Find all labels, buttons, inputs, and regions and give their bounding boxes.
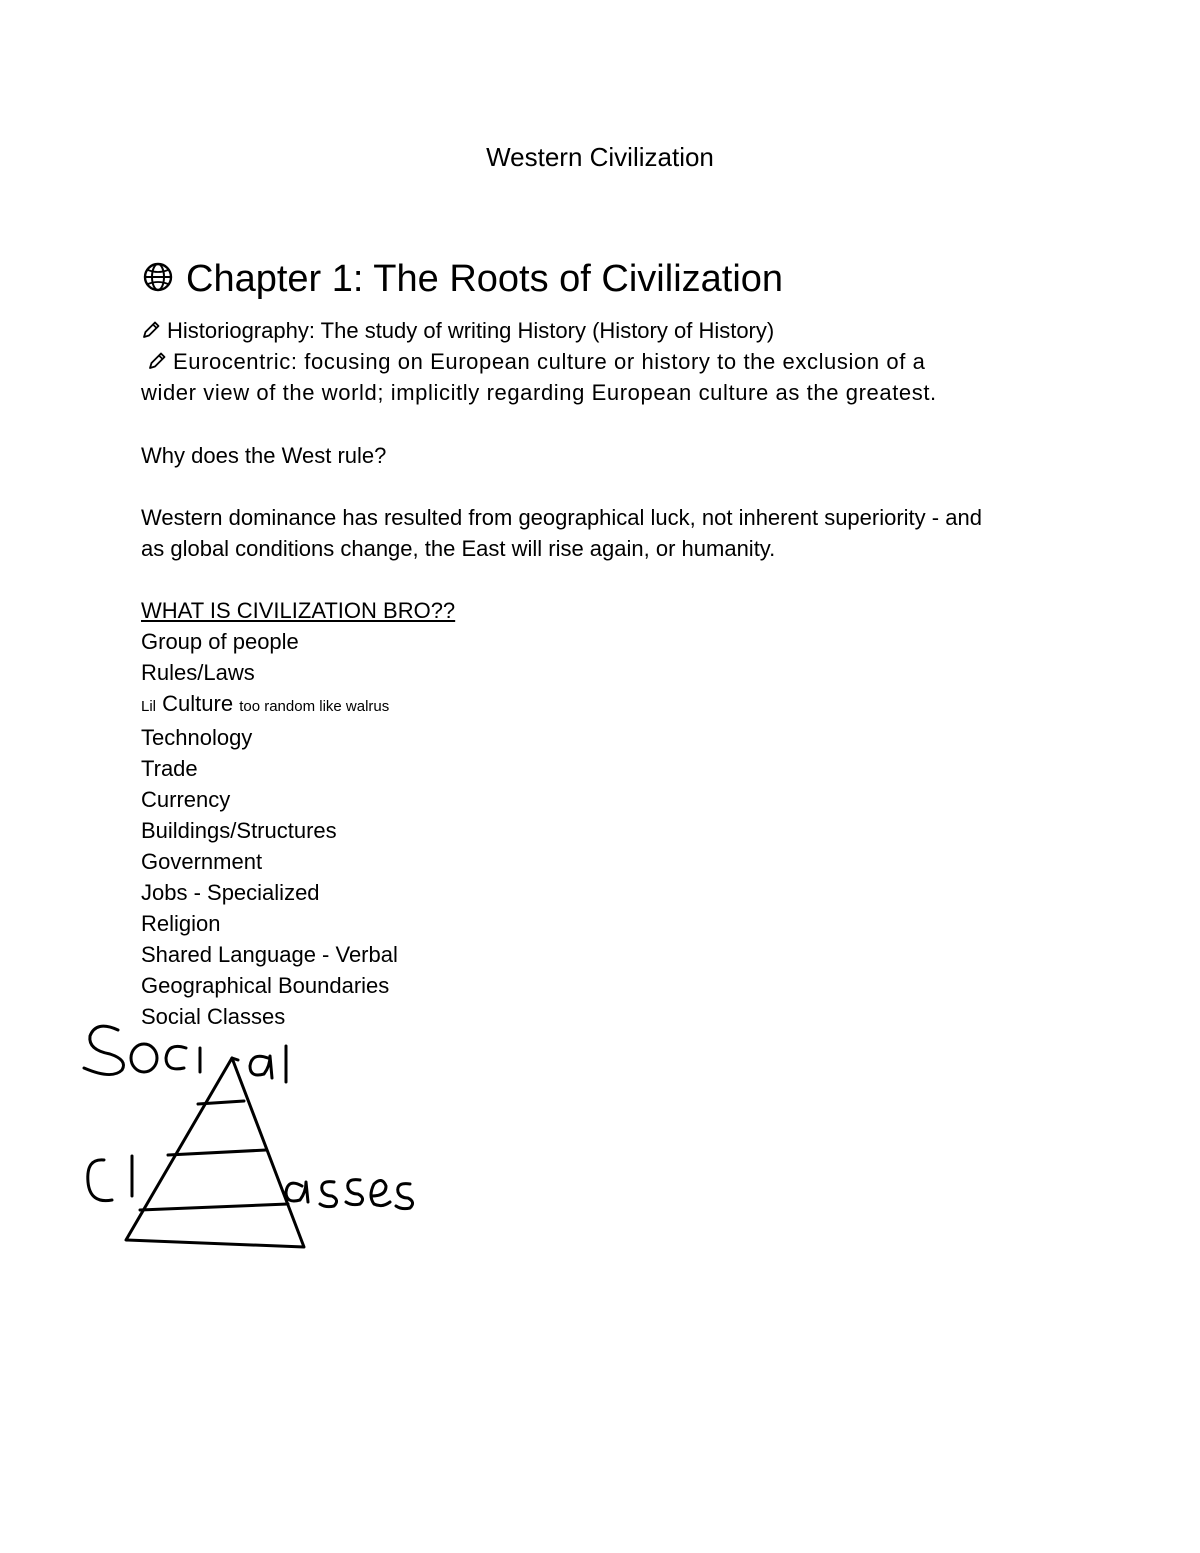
list-item-note: too random like walrus [239,698,390,715]
pyramid-tier [140,1204,288,1210]
pyramid-tier [198,1101,244,1104]
answer-line: as global conditions change, the East will rise again, or humanity. [141,536,776,561]
handwriting-stroke [84,1026,124,1074]
list-item: Buildings/Structures [141,818,337,843]
list-item: Currency [141,787,231,812]
list-item: Social Classes [141,1004,286,1029]
list-item: Jobs - Specialized [141,880,320,905]
chapter-title: Chapter 1: The Roots of Civilization [186,258,784,300]
pyramid-tier [168,1150,266,1155]
list-item-main: Culture [162,691,234,716]
definition-text: Eurocentric: focusing on European culture or history to the exclusion of a [173,349,926,374]
list-item: Trade [141,756,198,781]
list-item: Shared Language - Verbal [141,942,398,967]
list-item: Technology [141,725,253,750]
list-item: Government [141,849,263,874]
list-item-prefix: Lil [141,698,157,715]
list-item: Religion [141,911,221,936]
document-title: Western Civilization [486,142,714,172]
list-item: Geographical Boundaries [141,973,390,998]
answer-line: Western dominance has resulted from geographical luck, not inherent superiority - and [141,505,982,530]
list-heading: WHAT IS CIVILIZATION BRO?? [141,598,456,623]
list-item: Group of people [141,629,299,654]
definition-text: Historiography: The study of writing History (History of History) [167,318,775,343]
list-item: Rules/Laws [141,660,255,685]
question: Why does the West rule? [141,443,387,468]
definition-continuation: wider view of the world; implicitly regarding European culture as the greatest. [141,380,937,405]
